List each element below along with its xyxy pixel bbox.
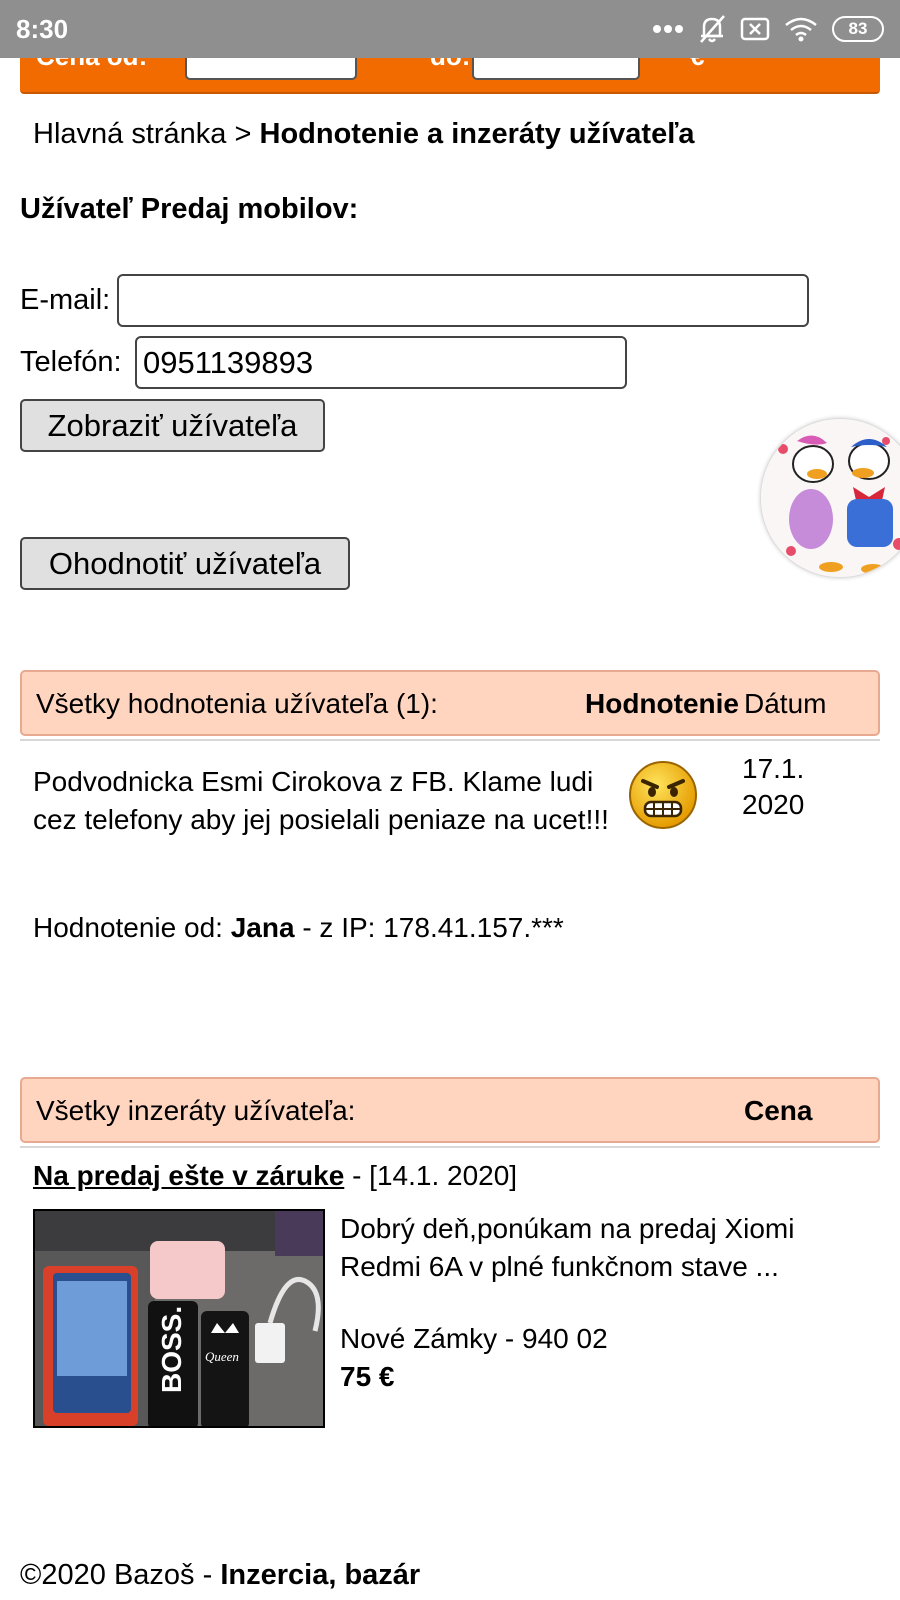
battery-level: 83	[848, 19, 868, 38]
email-label: E-mail:	[20, 284, 111, 316]
breadcrumb-separator: >	[234, 118, 252, 150]
email-field[interactable]	[117, 274, 809, 327]
review-ip: - z IP: 178.41.157.***	[302, 912, 564, 943]
listing-price: 75 €	[340, 1361, 395, 1392]
phone-field[interactable]: 0951139893	[135, 336, 627, 389]
listings-header-price: Cena	[744, 1095, 813, 1126]
listings-header	[20, 1077, 880, 1143]
breadcrumb-current: Hodnotenie a inzeráty užívateľa	[259, 118, 695, 150]
photo-text-boss: BOSS.	[156, 1305, 187, 1393]
status-time: 8:30	[16, 13, 69, 44]
listings-divider	[20, 1146, 880, 1148]
listing-description: Dobrý deň,ponúkam na predaj Xiomi Redmi 6A v plné funkčnom stave ...	[340, 1213, 795, 1282]
photo-text-queen: Queen	[205, 1349, 239, 1364]
page-title: Užívateľ Predaj mobilov:	[20, 193, 359, 225]
breadcrumb	[33, 118, 695, 151]
review-date: 17.1. 2020	[742, 753, 805, 820]
review-author: Jana	[230, 912, 295, 943]
reviews-divider	[20, 739, 880, 741]
listing-location: Nové Zámky - 940 02	[340, 1323, 608, 1354]
more-dots-icon	[652, 24, 684, 34]
reviews-header-date: Dátum	[744, 688, 827, 719]
wifi-icon	[784, 16, 818, 42]
review-text: Podvodnicka Esmi Cirokova z FB. Klame ludi cez telefony aby jej posielali peniaze na ucet!!!	[33, 766, 609, 835]
review-author-line	[33, 912, 564, 944]
footer	[20, 1559, 420, 1592]
bell-muted-icon	[698, 14, 726, 44]
listings-header-title: Všetky inzeráty užívateľa:	[36, 1095, 356, 1126]
listing-title-link[interactable]: Na predaj ešte v záruke	[33, 1160, 345, 1191]
angry-face-icon	[627, 759, 699, 831]
reviews-header	[20, 670, 880, 736]
user-avatar	[760, 418, 900, 578]
status-icons	[652, 14, 884, 44]
listing-title-line	[33, 1160, 517, 1192]
listing-date: - [14.1. 2020]	[352, 1160, 518, 1191]
breadcrumb-home-link[interactable]: Hlavná stránka	[33, 118, 227, 150]
footer-tagline[interactable]: Inzercia, bazár	[220, 1559, 421, 1591]
review-from-label: Hodnotenie od:	[33, 912, 223, 943]
avatar-illustration	[761, 419, 900, 578]
rate-user-button[interactable]: Ohodnotiť užívateľa	[20, 537, 350, 590]
listing-photo[interactable]	[33, 1209, 325, 1428]
reviews-header-title: Všetky hodnotenia užívateľa (1):	[36, 688, 438, 719]
phone-label: Telefón:	[20, 346, 122, 378]
show-user-button[interactable]: Zobraziť užívateľa	[20, 399, 325, 452]
footer-copyright: ©2020 Bazoš -	[20, 1559, 213, 1591]
sim-x-icon	[740, 17, 770, 41]
status-bar	[0, 0, 900, 58]
reviews-header-rating: Hodnotenie	[585, 688, 739, 719]
listing-photo-illustration	[35, 1211, 325, 1428]
battery-icon	[832, 16, 884, 42]
